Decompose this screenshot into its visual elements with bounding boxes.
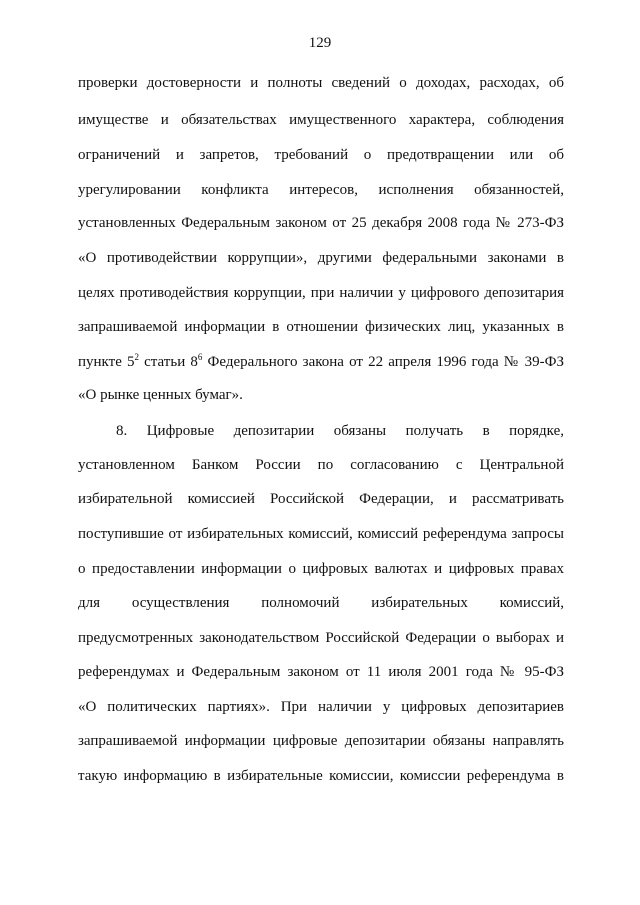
text-line: поступившие от избирательных комиссий, комиссий референдума запросы xyxy=(78,526,564,542)
text-line: установленном Банком России по согласованию с Центральной xyxy=(78,457,564,473)
text-line: запрашиваемой информации цифровые депозитарии обязаны направлять xyxy=(78,733,564,749)
superscript: 6 xyxy=(197,352,203,362)
text-line: запрашиваемой информации в отношении физических лиц, указанных в xyxy=(78,319,564,335)
text-line: для осуществления полномочий избирательных комиссий, xyxy=(78,595,564,611)
text-line xyxy=(78,352,564,372)
text-line: урегулировании конфликта интересов, исполнения обязанностей, xyxy=(78,182,564,198)
text-line: о предоставлении информации о цифровых валютах и цифровых правах xyxy=(78,561,564,577)
superscript: 2 xyxy=(134,352,139,362)
line-segment: статьи 8 xyxy=(139,354,198,370)
page-number: 129 xyxy=(308,35,332,51)
text-line: «О рынке ценных бумаг». xyxy=(78,387,243,403)
text-line: избирательной комиссией Российской Федерации, и рассматривать xyxy=(78,491,564,507)
text-line: ограничений и запретов, требований о предотвращении или об xyxy=(78,147,564,163)
text-line: «О противодействии коррупции», другими федеральными законами в xyxy=(78,250,564,266)
text-line: установленных Федеральным законом от 25 декабря 2008 года № 273-ФЗ xyxy=(78,215,564,231)
text-line: 8. Цифровые депозитарии обязаны получать в порядке, xyxy=(116,423,564,439)
text-line: проверки достоверности и полноты сведений о доходах, расходах, об xyxy=(78,75,564,91)
text-line: предусмотренных законодательством Российской Федерации о выборах и xyxy=(78,630,564,646)
line-segment: Федерального закона от 22 апреля 1996 года № 39-ФЗ xyxy=(202,354,565,370)
text-line: референдумах и Федеральным законом от 11 июля 2001 года № 95-ФЗ xyxy=(78,664,564,680)
text-line: целях противодействия коррупции, при наличии у цифрового депозитария xyxy=(78,285,564,301)
text-line: такую информацию в избирательные комиссии, комиссии референдума в xyxy=(78,768,564,784)
text-line: имуществе и обязательствах имущественного характера, соблюдения xyxy=(78,112,564,128)
text-line: «О политических партиях». При наличии у цифровых депозитариев xyxy=(78,699,564,715)
line-segment: пункте 5 xyxy=(78,354,135,370)
